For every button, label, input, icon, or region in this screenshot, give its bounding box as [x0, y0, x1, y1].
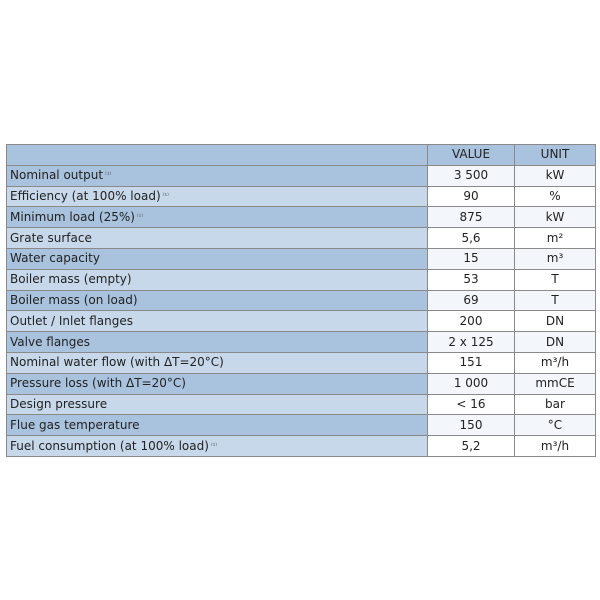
unit-cell: DN — [515, 311, 596, 332]
parameter-label: Outlet / Inlet flanges — [10, 313, 133, 328]
value-column-header: VALUE — [428, 145, 515, 166]
parameter-cell — [7, 436, 428, 457]
unit-cell: DN — [515, 332, 596, 353]
unit-cell: m² — [515, 228, 596, 249]
unit-cell: m³/h — [515, 352, 596, 373]
value-cell: 90 — [428, 186, 515, 207]
value-cell: 5,2 — [428, 436, 515, 457]
parameter-cell — [7, 207, 428, 228]
unit-cell: T — [515, 269, 596, 290]
unit-cell: kW — [515, 165, 596, 186]
parameter-label: Design pressure — [10, 396, 108, 411]
parameter-label: Boiler mass (empty) — [10, 272, 132, 287]
parameter-cell — [7, 373, 428, 394]
parameter-cell — [7, 352, 428, 373]
footnote-marker: ⁽¹⁾ — [136, 212, 144, 221]
value-cell: 2 x 125 — [428, 332, 515, 353]
parameter-label: Grate surface — [10, 230, 92, 245]
parameter-label: Valve flanges — [10, 334, 91, 349]
value-cell: 5,6 — [428, 228, 515, 249]
parameter-cell — [7, 290, 428, 311]
parameter-label: Fuel consumption (at 100% load) — [10, 438, 209, 453]
table-row — [7, 373, 596, 394]
value-cell: 1 000 — [428, 373, 515, 394]
parameter-cell — [7, 415, 428, 436]
unit-cell: kW — [515, 207, 596, 228]
table-row — [7, 352, 596, 373]
value-cell: 53 — [428, 269, 515, 290]
unit-cell: m³ — [515, 248, 596, 269]
unit-cell: °C — [515, 415, 596, 436]
value-cell: 151 — [428, 352, 515, 373]
parameter-label: Boiler mass (on load) — [10, 292, 138, 307]
table-row — [7, 394, 596, 415]
table-row — [7, 332, 596, 353]
parameter-cell — [7, 228, 428, 249]
value-cell: 150 — [428, 415, 515, 436]
value-cell: 69 — [428, 290, 515, 311]
parameter-label: Pressure loss (with ΔT=20°C) — [10, 376, 186, 391]
footnote-marker: ⁽¹⁾ — [162, 191, 169, 200]
parameter-cell — [7, 311, 428, 332]
parameter-label: Efficiency (at 100% load) — [10, 188, 161, 203]
table-header-row — [7, 145, 596, 166]
parameter-label: Nominal water flow (with ΔT=20°C) — [10, 355, 224, 370]
unit-column-header: UNIT — [515, 145, 596, 166]
table-row — [7, 207, 596, 228]
table-row — [7, 436, 596, 457]
parameter-cell — [7, 332, 428, 353]
parameter-label: Flue gas temperature — [10, 417, 140, 432]
unit-cell: bar — [515, 394, 596, 415]
unit-cell: % — [515, 186, 596, 207]
parameter-column-header — [7, 145, 428, 166]
table-row — [7, 290, 596, 311]
table-row — [7, 311, 596, 332]
parameter-cell — [7, 186, 428, 207]
table-row — [7, 415, 596, 436]
table-row — [7, 248, 596, 269]
parameter-cell — [7, 394, 428, 415]
value-cell: 200 — [428, 311, 515, 332]
value-cell: 875 — [428, 207, 515, 228]
table-row — [7, 186, 596, 207]
footnote-marker: ⁽¹⁾ — [210, 441, 218, 450]
unit-cell: mmCE — [515, 373, 596, 394]
table-row — [7, 165, 596, 186]
value-cell: < 16 — [428, 394, 515, 415]
specifications-table — [6, 144, 596, 457]
unit-cell: T — [515, 290, 596, 311]
parameter-label: Minimum load (25%) — [10, 209, 135, 224]
table-row — [7, 269, 596, 290]
parameter-cell — [7, 269, 428, 290]
parameter-cell — [7, 248, 428, 269]
footnote-marker: ⁽¹⁾ — [105, 171, 112, 180]
value-cell: 15 — [428, 248, 515, 269]
value-cell: 3 500 — [428, 165, 515, 186]
table-body — [7, 165, 596, 456]
table-row — [7, 228, 596, 249]
unit-cell: m³/h — [515, 436, 596, 457]
parameter-cell — [7, 165, 428, 186]
parameter-label: Nominal output — [10, 168, 104, 183]
parameter-label: Water capacity — [10, 251, 100, 266]
